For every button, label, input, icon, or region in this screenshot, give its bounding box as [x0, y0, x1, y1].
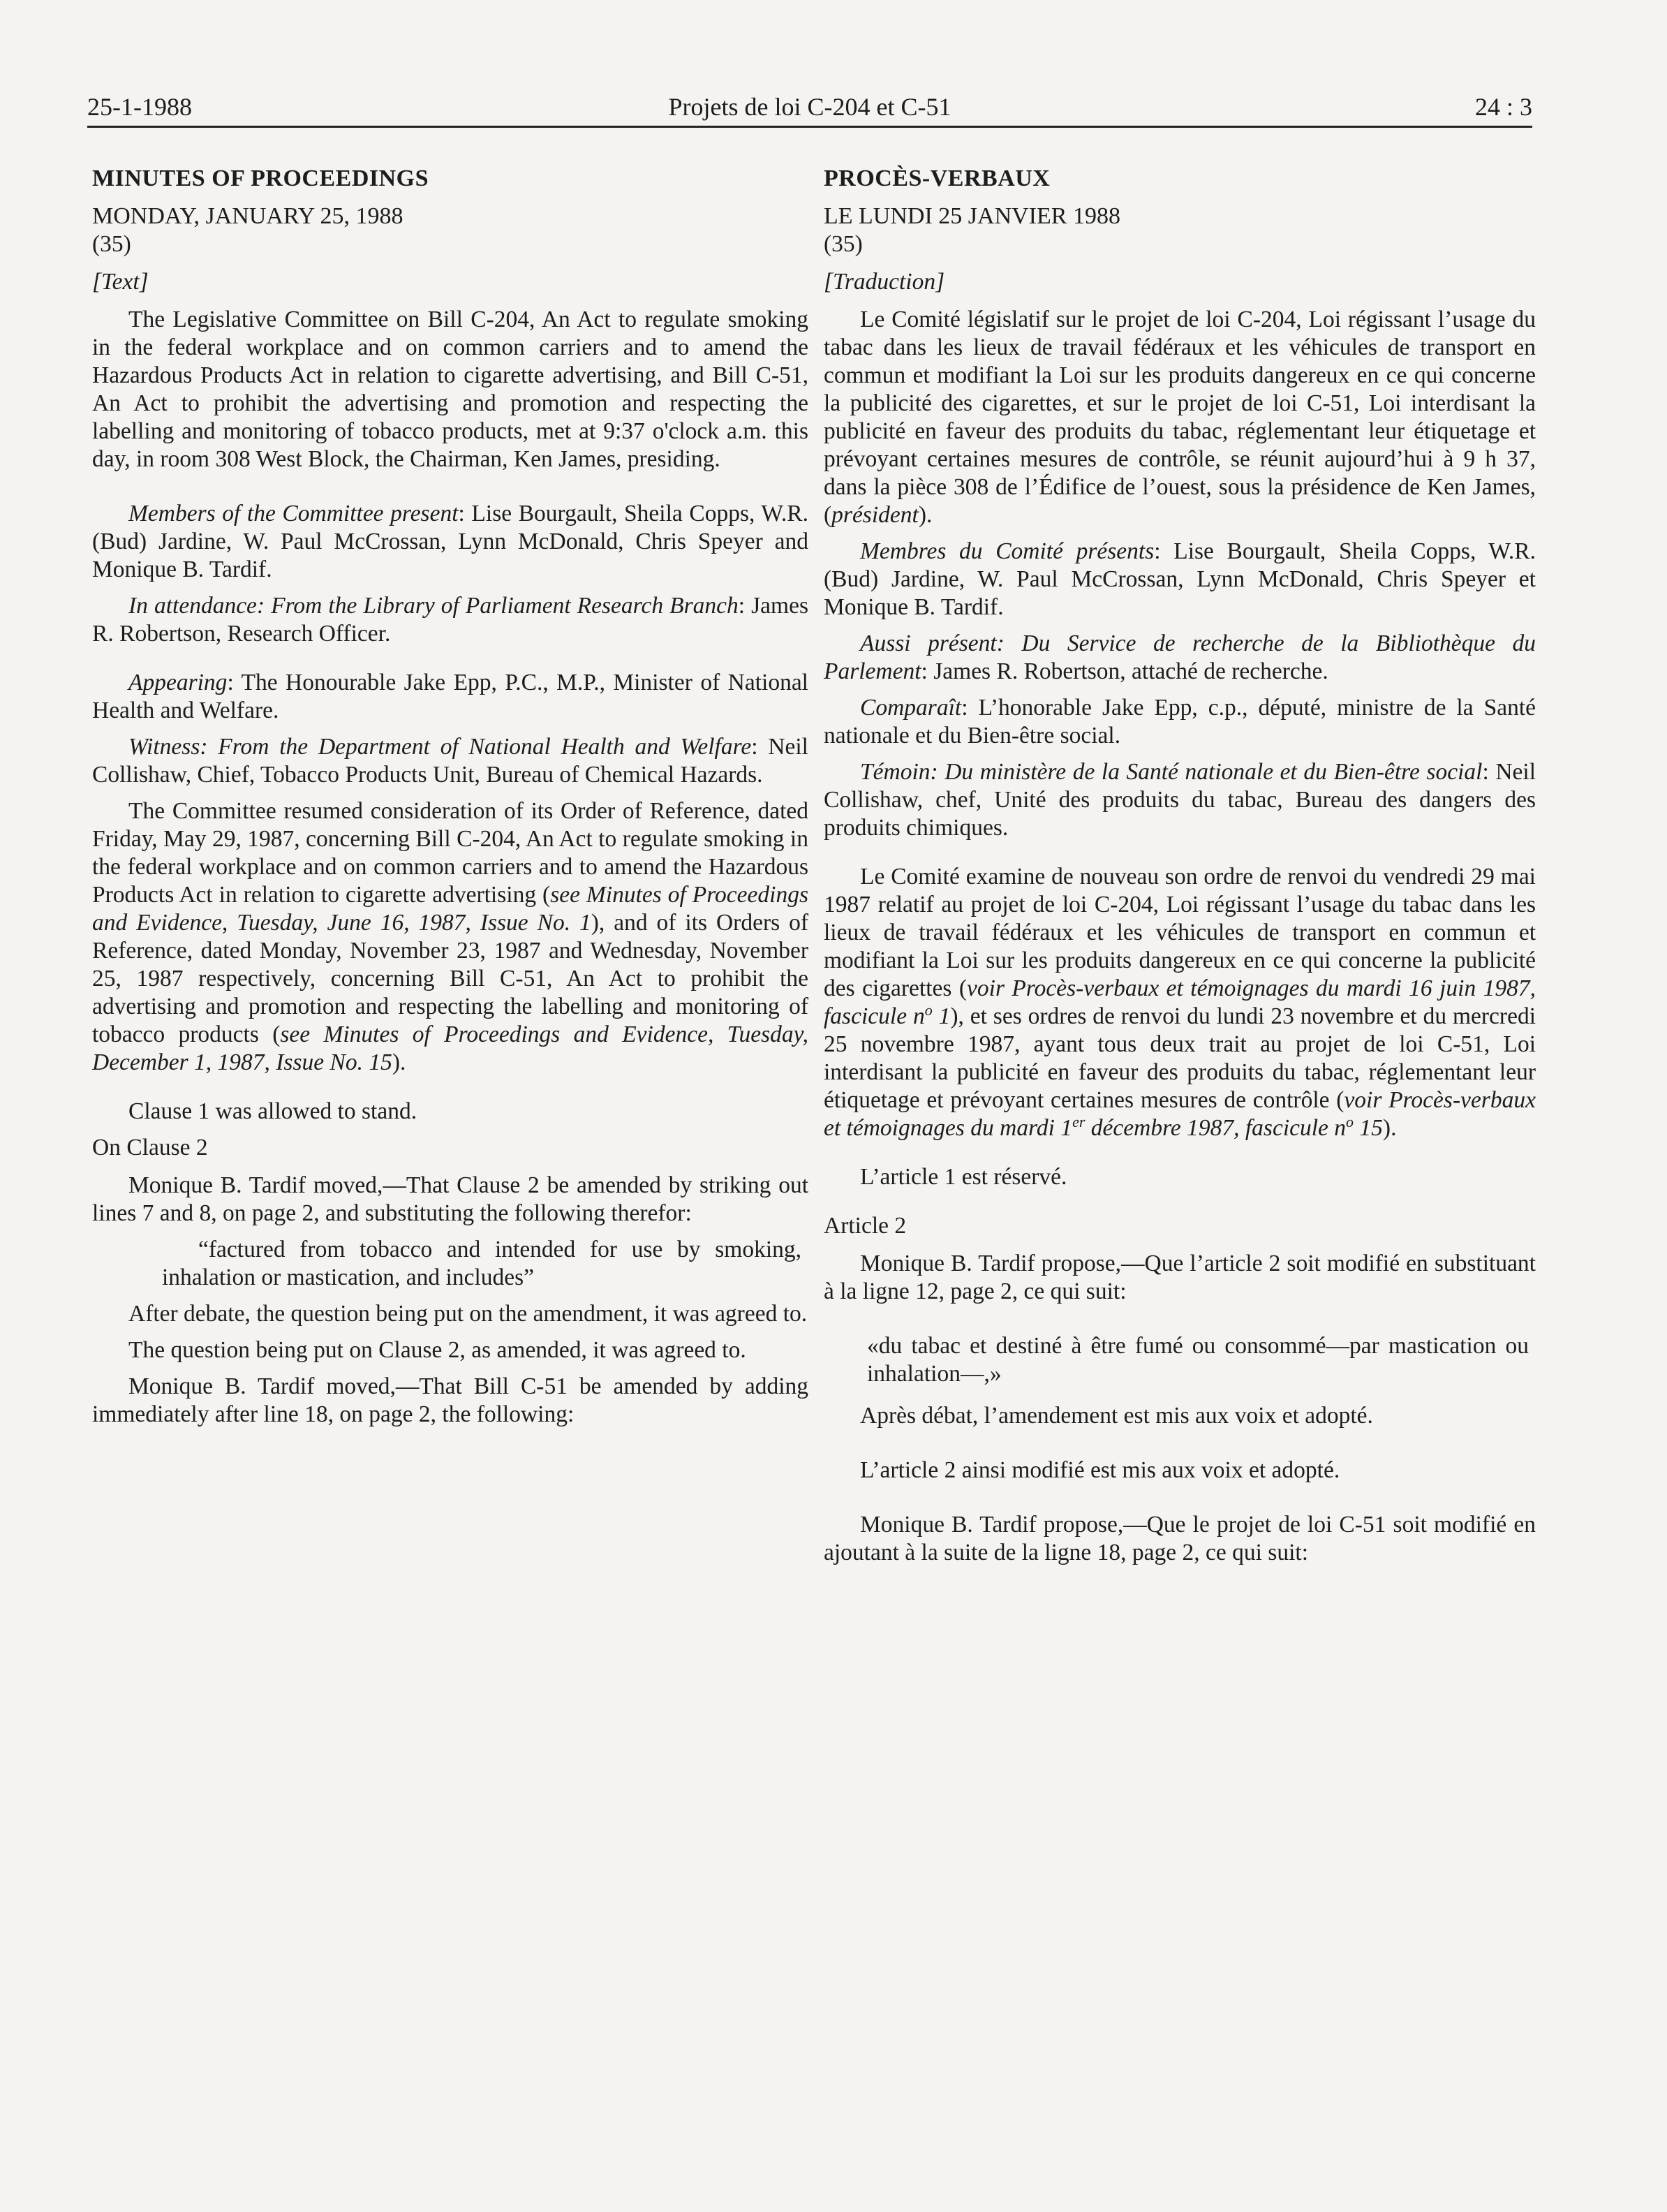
fr-p2-end: ).	[1382, 1115, 1397, 1141]
fr-members-label: Membres du Comité présents	[860, 538, 1155, 564]
fr-p1-text: Le Comité législatif sur le projet de loi C-204, Loi régissant l’usage du tabac dans les lieux de travail fédéraux et les véhicules de transport en commun et modifiant la Loi sur les produits dangereux en ce qui concerne la publicité des cigarettes, et sur le projet de loi C-51, Loi interdisant la publicité en faveur des produits du tabac, réglementant leur étiquetage et prévoyant certaines mesures de contrôle, se réunit aujourd’hui à 9 h 37, dans la pièce 308 de l’Édifice de l’ouest, sous la présidence de Ken James, (	[824, 307, 1536, 528]
en-attendance-source: : From the Library of Parliament Research Branch	[256, 593, 739, 619]
fr-quote-1: «du tabac et destiné à être fumé ou consommé—par mastication ou inhalation—,»	[867, 1333, 1529, 1387]
english-column	[92, 165, 808, 1437]
en-motion-2: Monique B. Tardif moved,—That Bill C-51 be amended by adding immediately after line 18, on page 2, the following:	[92, 1373, 808, 1427]
en-appearing-text: : The Honourable Jake Epp, P.C., M.P., Minister of National Health and Welfare.	[92, 670, 808, 723]
fr-p2-ref-2-sup2: o	[1346, 1112, 1354, 1130]
french-column	[824, 165, 1536, 1575]
en-witness-label: Witness	[128, 734, 200, 760]
fr-paragraph-opening	[824, 306, 1536, 529]
fr-appearing	[824, 694, 1536, 750]
fr-p2-ref-1-end: 1	[932, 1003, 951, 1029]
fr-question: L’article 2 ainsi modifié est mis aux voix et adopté.	[860, 1457, 1340, 1483]
en-tag: [Text]	[92, 269, 149, 295]
fr-on-clause2: Article 2	[824, 1213, 907, 1239]
en-date: MONDAY, JANUARY 25, 1988	[92, 203, 403, 229]
header-date: 25-1-1988	[87, 93, 192, 121]
en-heading: MINUTES OF PROCEEDINGS	[92, 165, 429, 191]
fr-members-text: : Lise Bourgault, Sheila Copps, W.R. (Bud) Jardine, W. Paul McCrossan, Lynn McDonald, Chris Speyer et Monique B. Tardif.	[824, 538, 1536, 620]
fr-witness-source: : Du ministère de la Santé nationale et du Bien-être social	[930, 759, 1483, 785]
en-number: (35)	[92, 231, 131, 257]
en-members-text: : Lise Bourgault, Sheila Copps, W.R. (Bud) Jardine, W. Paul McCrossan, Lynn McDonald, Chris Speyer and Monique B. Tardif.	[92, 501, 808, 582]
fr-heading: PROCÈS-VERBAUX	[824, 165, 1051, 191]
fr-appearing-label: Comparaît	[860, 695, 962, 721]
fr-p2-ref-2: voir Procès-verbaux et témoignages du mardi 1	[824, 1087, 1536, 1141]
en-question: The question being put on Clause 2, as amended, it was agreed to.	[128, 1337, 746, 1363]
fr-p1-end: ).	[918, 502, 933, 528]
fr-p1-italic: président	[831, 502, 919, 528]
fr-attendance-label: Aussi présent	[860, 631, 997, 656]
header-page-number: 24 : 3	[1474, 93, 1532, 121]
en-members	[92, 500, 808, 584]
en-p2-part-a: The Committee resumed consideration of its Order of Reference, dated Friday, May 29, 1987, concerning Bill C-204, An Act to regulate smoking in the federal workplace and on common carriers and to amend the Hazardous Products Act in relation to cigarette advertising (	[92, 798, 808, 908]
fr-attendance-text: : James R. Robertson, attaché de recherche.	[921, 658, 1328, 684]
en-clause1: Clause 1 was allowed to stand.	[128, 1098, 417, 1124]
en-quote-1: “factured from tobacco and intended for use by smoking, inhalation or mastication, and includes”	[162, 1237, 801, 1290]
fr-clause1: L’article 1 est réservé.	[860, 1164, 1067, 1190]
en-appearing	[92, 669, 808, 725]
fr-members	[824, 538, 1536, 621]
fr-motion-1: Monique B. Tardif propose,—Que l’article 2 soit modifié en substituant à la ligne 12, page 2, ce qui suit:	[824, 1251, 1536, 1304]
fr-witness-text: : Neil Collishaw, chef, Unité des produits du tabac, Bureau des dangers des produits chimiques.	[824, 759, 1536, 841]
en-resumed-consideration	[92, 797, 808, 1077]
en-attendance-label: In attendance	[128, 593, 257, 619]
en-p2-end: ).	[392, 1049, 406, 1075]
fr-p2-part-a: Le Comité examine de nouveau son ordre de renvoi du vendredi 29 mai 1987 relatif au projet de loi C-204, Loi régissant l’usage du tabac dans les lieux de travail fédéraux et les véhicules de transport en commun et modifiant la Loi sur les produits dangereux en ce qui concerne la publicité des cigarettes (	[824, 864, 1536, 1001]
fr-tag: [Traduction]	[824, 269, 945, 295]
en-paragraph-opening: The Legislative Committee on Bill C-204, An Act to regulate smoking in the federal workplace and on common carriers and to amend the Hazardous Products Act in relation to cigarette advertising, and Bill C-51, An Act to prohibit the advertising and promotion and respecting the labelling and monitoring of tobacco products, met at 9:37 o'clock a.m. this day, in room 308 West Block, the Chairman, Ken James, presiding.	[92, 307, 808, 472]
header-title: Projets de loi C-204 et C-51	[668, 93, 951, 121]
en-motion-1: Monique B. Tardif moved,—That Clause 2 be amended by striking out lines 7 and 8, on page 2, and substituting the following therefor:	[92, 1172, 808, 1226]
fr-p2-ref-2-sup: er	[1072, 1112, 1086, 1130]
fr-witness	[824, 758, 1536, 842]
fr-p2-ref-1-sup: o	[924, 1001, 933, 1019]
fr-p2-ref-2-mid: décembre 1987, fascicule n	[1085, 1115, 1347, 1141]
fr-resumed-consideration	[824, 863, 1536, 1142]
en-witness-source: : From the Department of National Health and Welfare	[200, 734, 752, 760]
en-after-debate: After debate, the question being put on the amendment, it was agreed to.	[128, 1301, 808, 1327]
fr-number: (35)	[824, 231, 863, 257]
fr-attendance-source: : Du Service de recherche de la Bibliothèque du Parlement	[824, 631, 1536, 684]
en-witness	[92, 733, 808, 789]
fr-witness-label: Témoin	[860, 759, 931, 785]
en-members-label: Members of the Committee present	[128, 501, 459, 526]
en-witness-text: : Neil Collishaw, Chief, Tobacco Products Unit, Bureau of Chemical Hazards.	[92, 734, 808, 788]
fr-date: LE LUNDI 25 JANVIER 1988	[824, 203, 1120, 229]
fr-p2-ref-1: voir Procès-verbaux et témoignages du mardi 16 juin 1987, fascicule n	[824, 975, 1536, 1029]
page-header	[87, 88, 1532, 128]
en-p2-ref-1: see Minutes of Proceedings and Evidence, Tuesday, June 16, 1987, Issue No. 1	[92, 882, 809, 936]
en-appearing-label: Appearing	[128, 670, 228, 695]
fr-p2-ref-2-end: 15	[1354, 1115, 1383, 1141]
en-attendance	[92, 592, 808, 648]
en-p2-part-c: ), and of its Orders of Reference, dated Monday, November 23, 1987 and Wednesday, November 25, 1987 respectively, concerning Bill C-51, An Act to prohibit the advertising and promotion and respecting the labelling and monitoring of tobacco products (	[92, 910, 808, 1047]
en-on-clause2: On Clause 2	[92, 1135, 208, 1160]
fr-appearing-text: : L’honorable Jake Epp, c.p., député, ministre de la Santé nationale et du Bien-être social.	[824, 695, 1536, 749]
fr-after-debate: Après débat, l’amendement est mis aux voix et adopté.	[860, 1403, 1373, 1429]
en-p2-ref-2: see Minutes of Proceedings and Evidence, Tuesday, December 1, 1987, Issue No. 15	[92, 1022, 808, 1075]
fr-motion-2: Monique B. Tardif propose,—Que le projet de loi C-51 soit modifié en ajoutant à la suite de la ligne 18, page 2, ce qui suit:	[824, 1512, 1536, 1565]
fr-attendance	[824, 630, 1536, 686]
en-attendance-text: : James R. Robertson, Research Officer.	[92, 593, 808, 647]
fr-p2-part-c: ), et ses ordres de renvoi du lundi 23 novembre et du mercredi 25 novembre 1987, ayant tous deux trait au projet de loi C-51, Loi interdisant la publicité en faveur des produits du tabac, réglementant leur étiquetage et prévoyant certaines mesures de contrôle (	[824, 1003, 1536, 1113]
